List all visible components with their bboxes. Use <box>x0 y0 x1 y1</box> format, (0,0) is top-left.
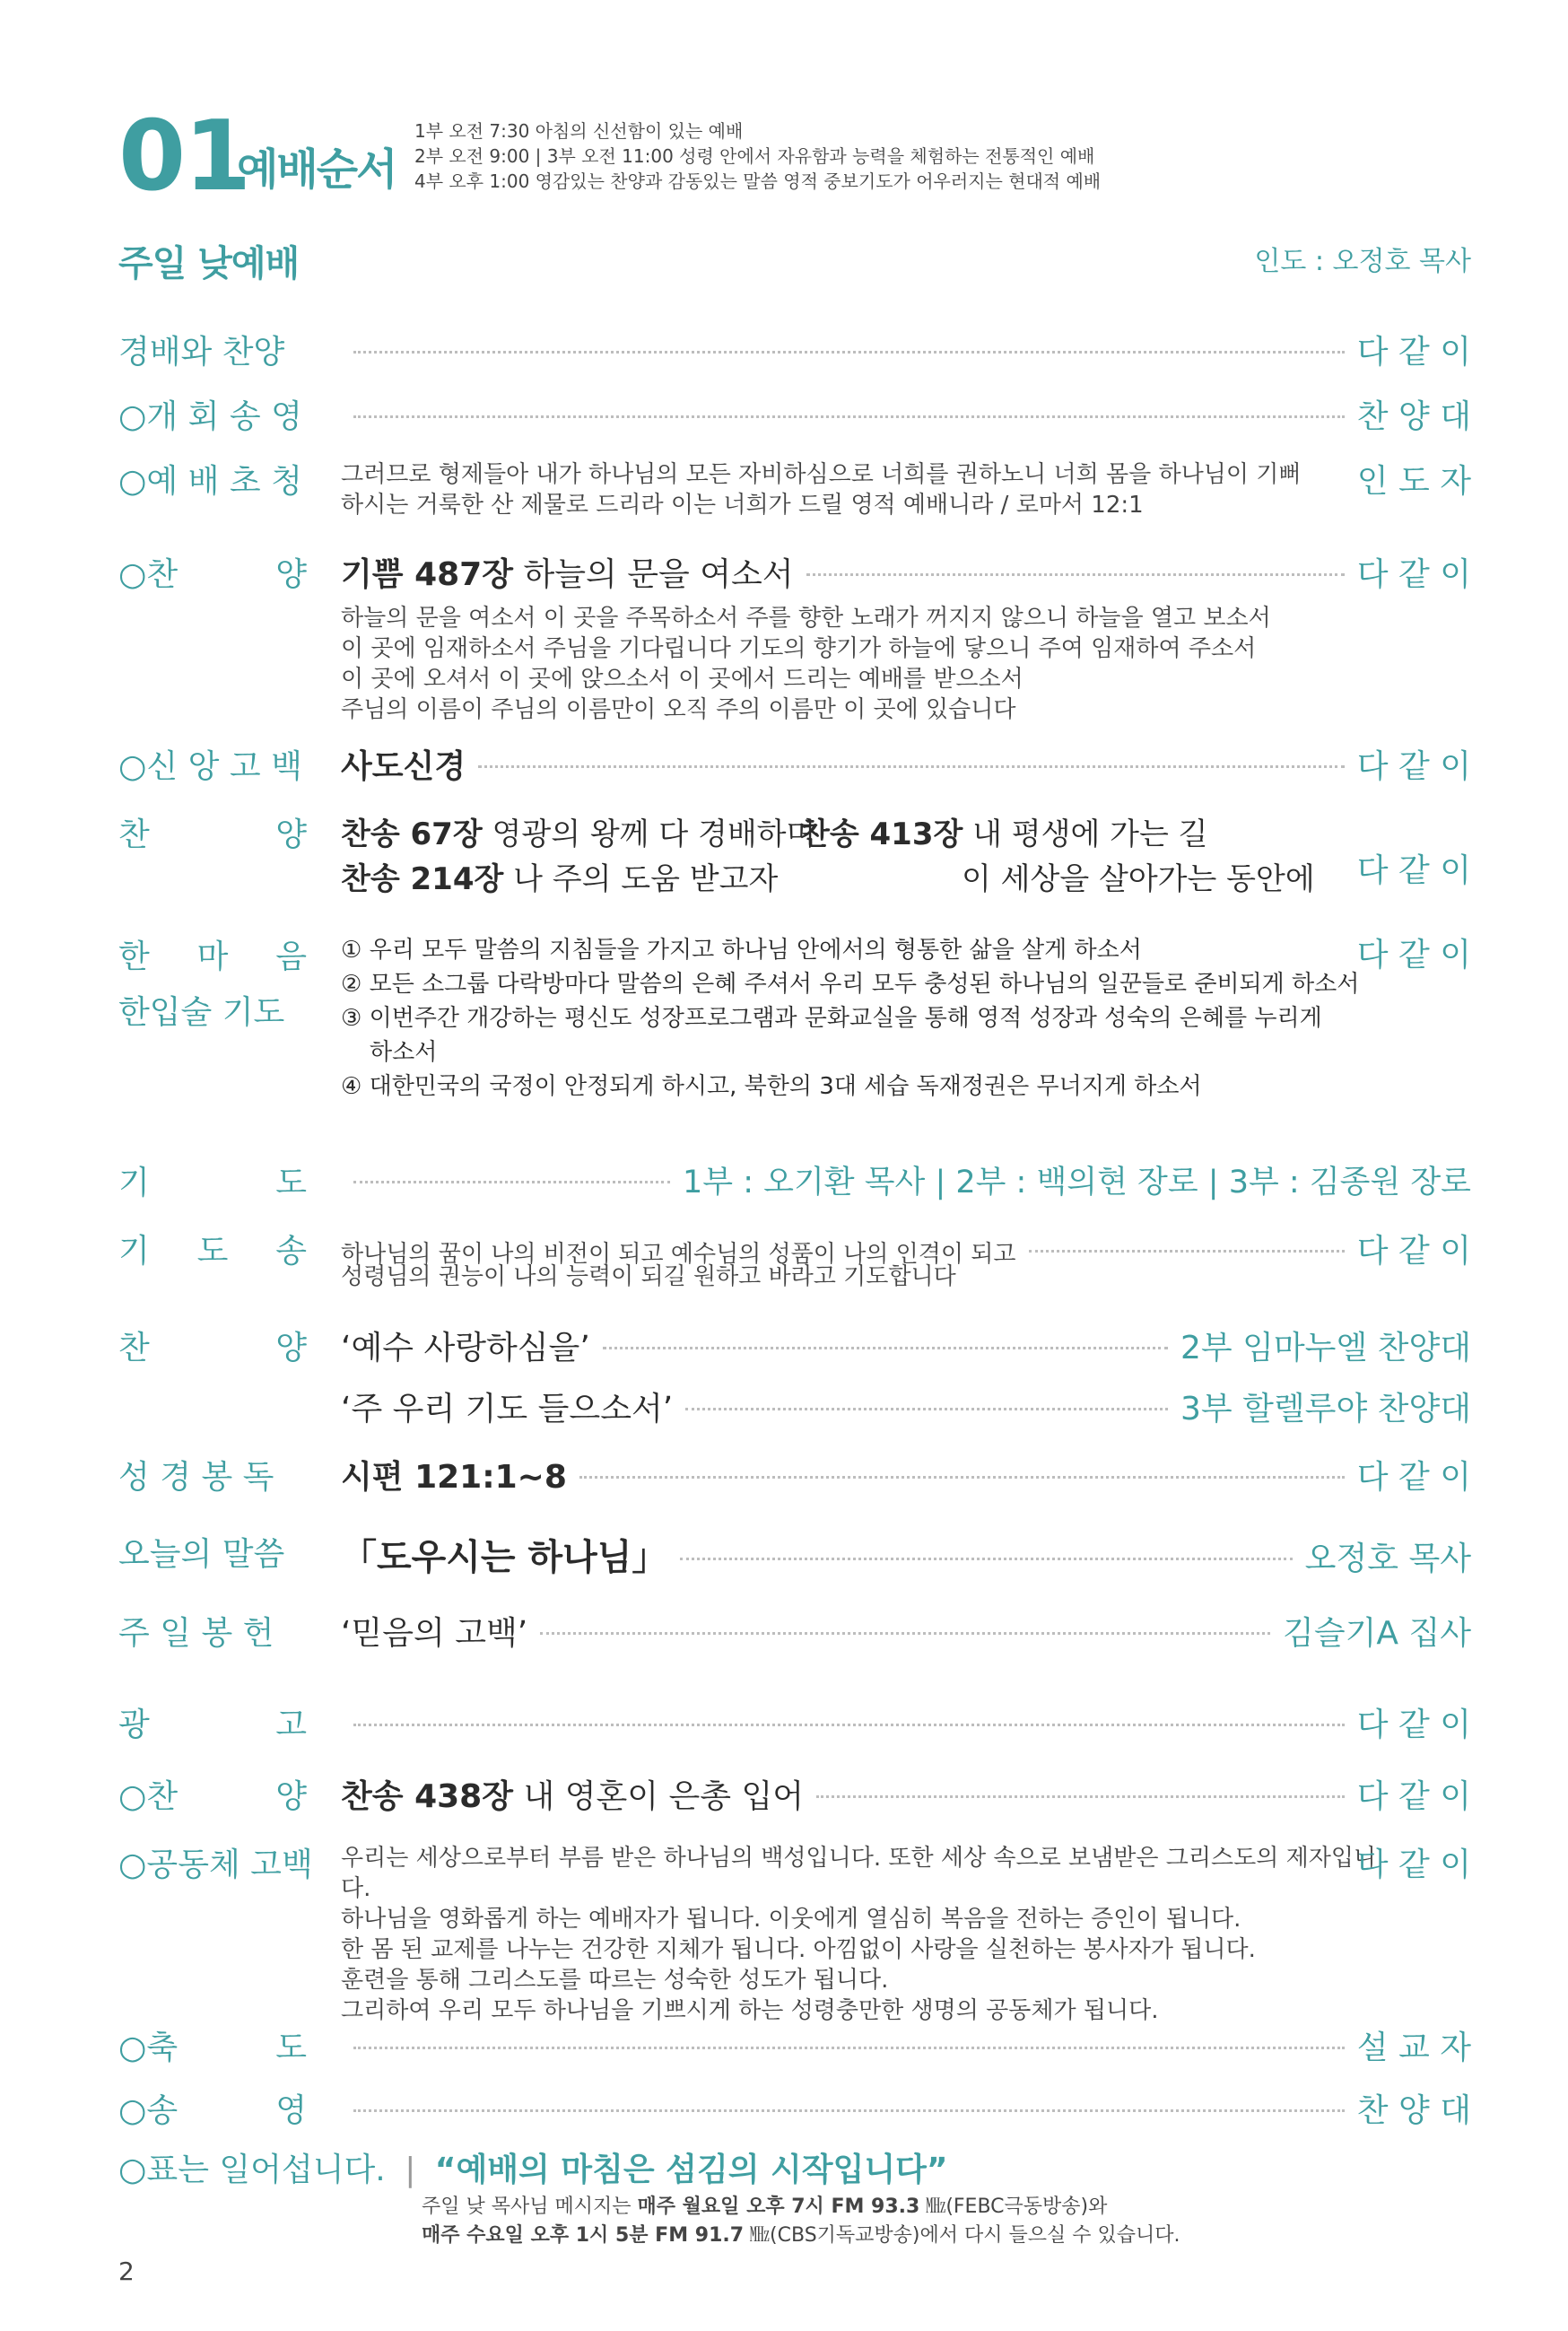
item-body <box>341 1157 1471 1202</box>
item-body <box>341 1771 1471 1817</box>
scripture-reference: 시편 121:1~8 <box>341 1459 567 1496</box>
broadcast-text: 주일 낮 목사님 메시지는 <box>422 2196 638 2218</box>
creed-name: 사도신경 <box>341 748 466 785</box>
standing-note: ○표는 일어섭니다. <box>118 2152 386 2188</box>
hymn-c <box>341 854 778 898</box>
prayer-leaders: 1부 : 오기환 목사 | 2부 : 백의현 장로 | 3부 : 김종원 장로 <box>683 1165 1471 1200</box>
item-label <box>118 930 307 1041</box>
song-number: 기쁨 487장 <box>341 556 514 593</box>
hymn-number: 찬송 413장 <box>800 816 963 852</box>
confession-line: 그리하여 우리 모두 하나님을 기쁘시게 하는 성령충만한 생명의 공동체가 됩니다. <box>341 1997 1159 2024</box>
service-time-1: 1부 오전 7:30 아침의 신선함이 있는 예배 <box>414 120 744 142</box>
dot-leader <box>685 1408 1168 1410</box>
item-body <box>341 549 1471 595</box>
hymn-b <box>800 809 1208 853</box>
label-part: 도 <box>196 1233 229 1270</box>
closing-quote: “예배의 마침은 섬김의 시작입니다” <box>434 2152 948 2188</box>
hymn-title: 내 평생에 가는 길 <box>972 816 1208 852</box>
dot-leader <box>353 415 1345 418</box>
label-line: 한입술 기도 <box>118 994 285 1031</box>
item-responder: 다 같 이 <box>1356 556 1471 593</box>
confession-line: 하나님을 영화롭게 하는 예배자가 됩니다. 이웃에게 열심히 복음을 전하는 증인이 됩니다. <box>341 1906 1241 1933</box>
confession-text <box>341 1843 1390 2026</box>
song-line: 하나님의 꿈이 나의 비전이 되고 예수님의 성품이 나의 인격이 되고 <box>341 1241 1016 1268</box>
hymn-title: 나 주의 도움 받고자 <box>513 861 779 897</box>
broadcast-time: 매주 수요일 오후 1시 5분 FM 91.7 <box>422 2224 745 2247</box>
item-label <box>118 1226 307 1271</box>
hymn-title: 영광의 왕께 다 경배하며 <box>492 816 816 852</box>
confession-line: 한 몸 된 교제를 나누는 건강한 지체가 됩니다. 아낌없이 사랑을 실천하는 봉사자가 됩니다. <box>341 1936 1256 1963</box>
item-label: ○예 배 초 청 <box>118 463 302 500</box>
section-title: 예배순서 <box>237 144 396 195</box>
item-body <box>341 1529 1471 1580</box>
service-times <box>414 118 1101 194</box>
dot-leader <box>353 2109 1345 2112</box>
label-part: 양 <box>275 556 307 593</box>
prayer-topic-continued: 하소서 <box>370 1039 438 1066</box>
choir-song-title: ‘주 우리 기도 들으소서’ <box>341 1391 674 1427</box>
item-body <box>341 2085 1471 2131</box>
label-line <box>118 930 307 985</box>
label-part: 마 <box>196 939 229 975</box>
item-responder: 다 같 이 <box>1356 1707 1471 1743</box>
lyric-line: 하늘의 문을 여소서 이 곳을 주목하소서 주를 향한 노래가 꺼지지 않으니 하늘을 열고 보소서 <box>341 605 1271 632</box>
offering-singer: 김슬기A 집사 <box>1283 1615 1471 1652</box>
service-leader: 인도 : 오정호 목사 <box>1254 246 1471 277</box>
divider: | <box>405 2152 416 2188</box>
item-label: 오늘의 말씀 <box>118 1536 285 1573</box>
hymn-number: 찬송 214장 <box>341 861 504 897</box>
broadcast-time: 매주 월요일 오후 7시 FM 93.3 <box>637 2196 920 2218</box>
item-label: ○개 회 송 영 <box>118 398 302 435</box>
lyric-line: 이 곳에 오셔서 이 곳에 앉으소서 이 곳에서 드리는 예배를 받으소서 <box>341 666 1024 693</box>
scripture-line: 하시는 거룩한 산 제물로 드리라 이는 너희가 드릴 영적 예배니라 / 로마서 12:1 <box>341 492 1144 519</box>
prayer-topic: ④ 대한민국의 국정이 안정되게 하시고, 북한의 3대 세습 독재정권은 무너지게 하소서 <box>341 1073 1202 1100</box>
label-part: 도 <box>275 2030 307 2066</box>
prayer-topic: ③ 이번주간 개강하는 평신도 성장프로그램과 문화교실을 통해 영적 성장과 성숙의 은혜를 누리게 <box>341 1005 1322 1032</box>
dot-leader <box>806 573 1345 576</box>
item-body <box>341 1452 1471 1497</box>
label-part: 양 <box>275 1330 307 1366</box>
service-time-3: 4부 오후 1:00 영감있는 찬양과 감동있는 말씀 영적 중보기도가 어우러지는 현대적 예배 <box>414 170 1102 192</box>
item-label <box>118 2085 307 2131</box>
label-part: 음 <box>275 939 307 975</box>
lyric-line: 주님의 이름이 주님의 이름만이 오직 주의 이름만 이 곳에 있습니다 <box>341 696 1016 723</box>
choir-song-1 <box>341 1323 1471 1368</box>
dot-leader <box>603 1347 1168 1349</box>
label-part: 영 <box>275 2092 307 2129</box>
dot-leader <box>680 1558 1292 1560</box>
label-part: 양 <box>275 1778 307 1815</box>
item-label <box>118 1771 307 1817</box>
item-body <box>341 391 1471 437</box>
broadcast-text: ㎒(CBS기독교방송)에서 다시 들으실 수 있습니다. <box>744 2224 1180 2247</box>
item-responder: 다 같 이 <box>1356 1459 1471 1496</box>
preacher: 오정호 목사 <box>1304 1541 1471 1577</box>
dot-leader <box>353 1181 670 1183</box>
scripture-line: 그러므로 형제들아 내가 하나님의 모든 자비하심으로 너희를 권하노니 너희 몸을 하나님이 기뻐 <box>341 461 1302 488</box>
item-responder: 찬 양 대 <box>1356 398 1471 435</box>
service-time-2: 2부 오전 9:00 | 3부 오전 11:00 성령 안에서 자유함과 능력을 체험하는 전통적인 예배 <box>414 145 1095 167</box>
song-lyrics <box>341 603 1372 725</box>
dot-leader <box>540 1632 1270 1635</box>
choir-name: 3부 할렐루야 찬양대 <box>1180 1391 1471 1427</box>
lyric-line: 이 곳에 임재하소서 주님을 기다립니다 기도의 향기가 하늘에 닿으니 주여 임재하여 주소서 <box>341 635 1257 662</box>
choir-song-title: ‘예수 사랑하심을’ <box>341 1330 590 1366</box>
item-responder: 인 도 자 <box>1356 463 1471 500</box>
label-part: 찬 <box>118 816 150 853</box>
prayer-topics <box>341 933 1399 1104</box>
item-label <box>118 1323 307 1368</box>
item-label: 주 일 봉 헌 <box>118 1615 274 1652</box>
item-label: 경배와 찬양 <box>118 334 285 371</box>
label-part: 양 <box>275 816 307 853</box>
song-title <box>341 1771 804 1817</box>
item-label: ○신 앙 고 백 <box>118 748 302 785</box>
label-part: 기 <box>118 1165 150 1201</box>
item-label <box>118 1699 307 1745</box>
dot-leader <box>353 351 1345 354</box>
item-label: 성 경 봉 독 <box>118 1459 274 1496</box>
label-part: 기 <box>118 1233 150 1270</box>
dot-leader <box>353 2047 1345 2049</box>
hymn-d: 이 세상을 살아가는 동안에 <box>962 861 1315 897</box>
offering-song: ‘믿음의 고백’ <box>341 1615 528 1652</box>
choir-name: 2부 임마누엘 찬양대 <box>1180 1330 1471 1366</box>
label-part: ○찬 <box>118 556 179 593</box>
choir-song-2 <box>341 1384 1471 1429</box>
section-number: 01 <box>118 100 250 213</box>
dot-leader <box>478 765 1345 768</box>
label-part: 한 <box>118 939 150 975</box>
label-part: 찬 <box>118 1330 150 1366</box>
song-title <box>341 549 794 595</box>
item-responder: 다 같 이 <box>1356 748 1471 785</box>
dot-leader <box>353 1724 1345 1726</box>
item-responder: 설 교 자 <box>1356 2030 1471 2066</box>
item-label <box>118 1157 307 1203</box>
item-responder: 다 같 이 <box>1356 1846 1471 1883</box>
label-part: ○축 <box>118 2030 179 2066</box>
song-line: 성령님의 권능이 나의 능력이 되길 원하고 바라고 기도합니다 <box>341 1263 956 1290</box>
label-part: ○송 <box>118 2092 179 2129</box>
sermon-title: 「도우시는 하나님」 <box>341 1537 668 1578</box>
item-body <box>341 1699 1471 1745</box>
confession-line: 훈련을 통해 그리스도를 따르는 성숙한 성도가 됩니다. <box>341 1967 889 1994</box>
service-title: 주일 낮예배 <box>118 243 300 284</box>
item-label <box>118 2022 307 2068</box>
label-part: 광 <box>118 1707 150 1743</box>
item-responder: 찬 양 대 <box>1356 2092 1471 2129</box>
item-body <box>341 1608 1471 1654</box>
hymn-number: 찬송 67장 <box>341 816 483 852</box>
dot-leader <box>579 1476 1345 1479</box>
item-label: ○공동체 고백 <box>118 1846 313 1883</box>
broadcast-line-2 <box>422 2222 1180 2250</box>
item-body <box>341 459 1372 520</box>
prayer-topic: ② 모든 소그룹 다락방마다 말씀의 은혜 주셔서 우리 모두 충성된 하나님의 일꾼들로 준비되게 하소서 <box>341 971 1360 998</box>
label-part: 도 <box>275 1165 307 1201</box>
broadcast-line-1 <box>422 2193 1180 2222</box>
page-number: 2 <box>118 2257 135 2286</box>
item-body <box>341 741 1471 787</box>
label-part: 고 <box>275 1707 307 1743</box>
item-label <box>118 809 307 855</box>
item-label <box>118 549 307 595</box>
confession-line: 우리는 세상으로부터 부름 받은 하나님의 백성입니다. 또한 세상 속으로 보냄받은 그리스도의 제자입니다. <box>341 1845 1377 1902</box>
broadcast-text: ㎒(FEBC극동방송)와 <box>919 2196 1108 2218</box>
label-part: 송 <box>275 1233 307 1270</box>
song-name: 하늘의 문을 여소서 <box>523 556 794 593</box>
label-part: ○찬 <box>118 1778 179 1815</box>
item-responder: 다 같 이 <box>1356 1778 1471 1815</box>
standing-note-row <box>118 2144 948 2190</box>
song-name: 내 영혼이 은총 입어 <box>523 1778 805 1815</box>
dot-leader <box>1029 1250 1345 1253</box>
song-number: 찬송 438장 <box>341 1778 514 1815</box>
item-responder: 다 같 이 <box>1356 937 1471 973</box>
item-responder: 다 같 이 <box>1356 852 1471 889</box>
dot-leader <box>816 1795 1345 1798</box>
broadcast-note <box>422 2193 1180 2250</box>
item-body <box>341 2022 1471 2068</box>
item-responder: 다 같 이 <box>1356 1233 1471 1270</box>
item-responder: 다 같 이 <box>1356 334 1471 371</box>
prayer-topic: ① 우리 모두 말씀의 지침들을 가지고 하나님 안에서의 형통한 삶을 살게 하소서 <box>341 937 1142 964</box>
item-body <box>341 327 1471 372</box>
hymn-a <box>341 809 815 853</box>
